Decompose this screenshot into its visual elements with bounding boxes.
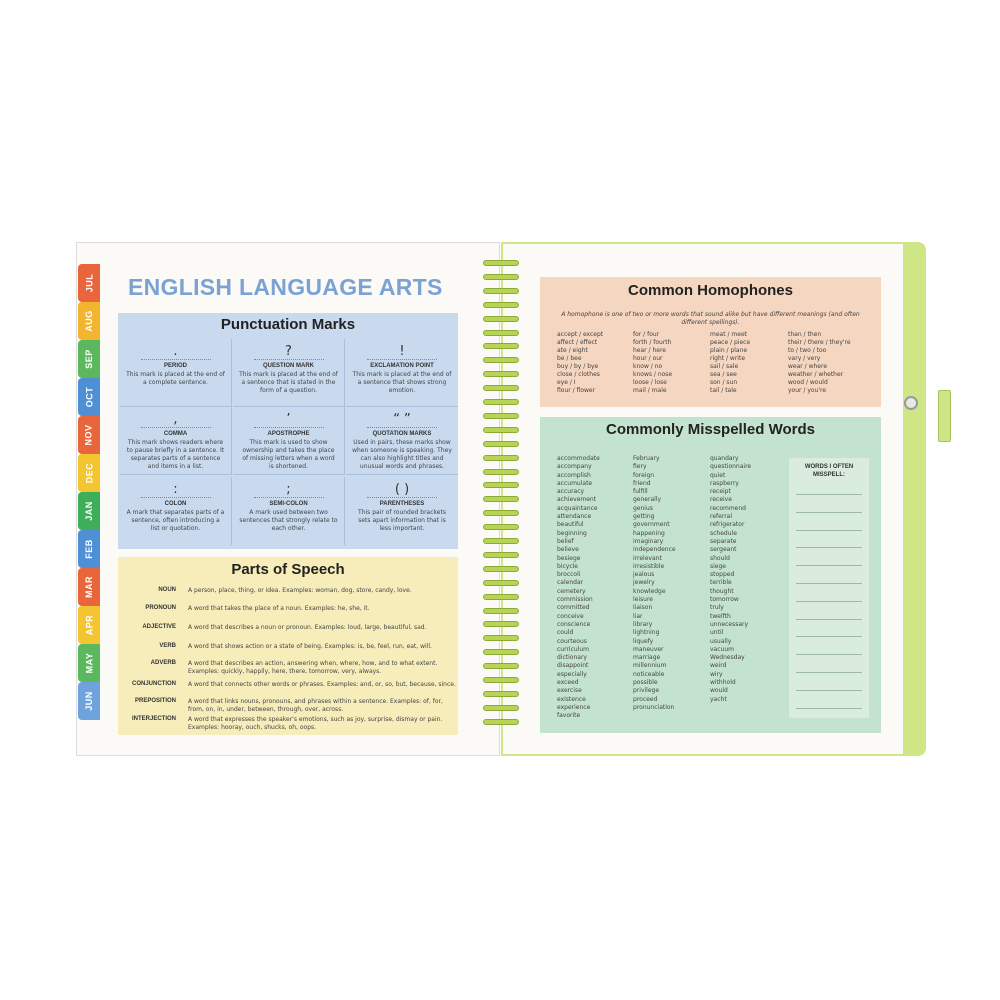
pos-definition: A word that takes the place of a noun. Examples: he, she, it. bbox=[188, 605, 370, 612]
punctuation-name: COLON bbox=[164, 501, 187, 507]
misspelled-word: broccoli bbox=[557, 571, 581, 579]
homophone-pair: forth / fourth bbox=[633, 339, 672, 346]
note-line[interactable] bbox=[796, 636, 862, 637]
pos-row bbox=[120, 587, 456, 605]
spiral-coil bbox=[483, 482, 519, 488]
misspelled-word: jealous bbox=[633, 571, 655, 579]
misspelled-word: accumulate bbox=[557, 479, 593, 487]
misspelled-word: sergeant bbox=[710, 546, 737, 554]
misspelled-word: curriculum bbox=[557, 645, 590, 653]
tab-may[interactable] bbox=[78, 644, 100, 682]
misspelled-word: unnecessary bbox=[710, 620, 749, 628]
punctuation-name: QUESTION MARK bbox=[263, 363, 314, 369]
punctuation-cell bbox=[233, 477, 345, 545]
misspelled-word: millennium bbox=[633, 662, 667, 670]
homophone-pair: wear / where bbox=[788, 363, 828, 370]
note-line[interactable] bbox=[796, 494, 862, 495]
misspelled-word: yacht bbox=[710, 695, 727, 703]
homophone-pair: than / then bbox=[788, 331, 822, 338]
misspelled-word: foreign bbox=[633, 471, 655, 479]
misspelled-word: terrible bbox=[710, 579, 732, 587]
misspelled-heading: Commonly Misspelled Words bbox=[606, 421, 815, 438]
spiral-coil bbox=[483, 330, 519, 336]
misspelled-word: lightning bbox=[633, 629, 660, 637]
pos-definition: A word that expresses the speaker's emotions, such as joy, surprise, dismay or pain. Examples: hooray, ouch, shucks, oh, oops. bbox=[188, 716, 443, 731]
misspelled-word: belief bbox=[557, 537, 574, 545]
punctuation-glyph: “ ” bbox=[393, 412, 411, 427]
misspelled-word: vacuum bbox=[710, 645, 734, 653]
misspelled-word: fiery bbox=[633, 463, 647, 471]
punctuation-glyph: ’ bbox=[286, 412, 291, 427]
homophone-pair: hour / our bbox=[633, 355, 663, 362]
spiral-coil bbox=[483, 580, 519, 586]
homophone-pair: right / write bbox=[710, 355, 746, 362]
punctuation-name: PARENTHESES bbox=[379, 501, 425, 507]
misspelled-word: fulfill bbox=[633, 488, 648, 496]
misspelled-column bbox=[710, 455, 784, 704]
tab-jan[interactable] bbox=[78, 492, 100, 530]
dotted-guide bbox=[254, 427, 324, 428]
homophone-pair: knows / nose bbox=[633, 371, 673, 378]
misspelled-word: dictionary bbox=[557, 654, 587, 662]
misspelled-word: conscience bbox=[557, 620, 591, 628]
pos-definition: A word that describes an action, answering when, where, how, and to what extent. Examples: quickly, happily, here, there, tomorrow, very, always. bbox=[188, 660, 438, 675]
misspelled-word: quiet bbox=[710, 471, 726, 479]
punctuation-cell bbox=[346, 407, 458, 475]
note-line[interactable] bbox=[796, 583, 862, 584]
misspelled-word: could bbox=[557, 629, 574, 637]
misspelled-column bbox=[557, 455, 631, 721]
tab-label: OCT bbox=[84, 386, 94, 408]
spiral-coil bbox=[483, 705, 519, 711]
tab-label: FEB bbox=[84, 539, 94, 559]
pos-definition: A word that connects other words or phrases. Examples: and, or, so, but, because, since. bbox=[188, 681, 456, 688]
misspelled-word: tomorrow bbox=[710, 596, 739, 604]
spiral-coil bbox=[483, 413, 519, 419]
spiral-coil bbox=[483, 552, 519, 558]
misspelled-word: accomplish bbox=[557, 471, 591, 479]
misspelled-word: independence bbox=[633, 546, 676, 554]
misspelled-word: cemetery bbox=[557, 587, 586, 595]
misspelled-word: believe bbox=[557, 546, 579, 554]
homophone-pair: wood / would bbox=[788, 379, 828, 386]
misspelled-word: liquefy bbox=[633, 637, 654, 645]
spiral-coil bbox=[483, 719, 519, 725]
punctuation-glyph: . bbox=[173, 344, 178, 359]
punctuation-glyph: , bbox=[173, 412, 178, 427]
misspelled-word: irresistible bbox=[633, 562, 665, 570]
punctuation-cell bbox=[120, 477, 232, 545]
punctuation-desc: This pair of rounded brackets sets apart information that is less important. bbox=[358, 509, 446, 532]
tab-label: NOV bbox=[83, 424, 94, 446]
misspelled-word: knowledge bbox=[633, 587, 666, 595]
misspelled-word: favorite bbox=[557, 712, 581, 720]
spiral-coil bbox=[483, 538, 519, 544]
tab-jul[interactable] bbox=[78, 264, 100, 302]
homophones-heading: Common Homophones bbox=[628, 282, 793, 299]
pos-term: NOUN bbox=[158, 587, 176, 593]
punctuation-desc: This mark is placed at the end of a complete sentence. bbox=[126, 371, 225, 386]
misspelled-word: pronunciation bbox=[633, 703, 675, 711]
spiral-coil bbox=[483, 316, 519, 322]
spiral-coil bbox=[483, 649, 519, 655]
homophone-pair: their / there / they're bbox=[788, 339, 851, 346]
misspelled-word: jewelry bbox=[633, 579, 655, 587]
misspelled-word: recommend bbox=[710, 504, 746, 512]
dotted-guide bbox=[141, 359, 211, 360]
misspelled-word: referral bbox=[710, 513, 733, 521]
misspelled-word: especially bbox=[557, 670, 587, 678]
homophone-pair: accept / except bbox=[557, 331, 604, 338]
punctuation-desc: This mark shows readers where to pause briefly in a sentence. It separates parts of a sentence and items in a list. bbox=[126, 439, 225, 470]
spiral-coil bbox=[483, 343, 519, 349]
homophone-pair: sea / see bbox=[710, 371, 737, 378]
tab-oct[interactable] bbox=[78, 378, 100, 416]
misspelled-word: imaginary bbox=[633, 537, 664, 545]
misspelled-word: commission bbox=[557, 596, 593, 604]
misspelled-word: would bbox=[710, 687, 728, 695]
tab-label: JUN bbox=[83, 691, 94, 711]
parts-of-speech-heading: Parts of Speech bbox=[231, 561, 345, 578]
note-line[interactable] bbox=[796, 530, 862, 531]
tab-label: JUL bbox=[83, 273, 94, 293]
tab-label: MAY bbox=[84, 652, 94, 674]
punctuation-cell bbox=[233, 339, 345, 407]
punctuation-glyph: ? bbox=[285, 344, 292, 359]
spiral-coil bbox=[483, 691, 519, 697]
pos-definition: A person, place, thing, or idea. Examples: woman, dog, store, candy, love. bbox=[188, 587, 412, 594]
homophone-pair: weather / whether bbox=[788, 371, 844, 378]
punctuation-cell bbox=[346, 477, 458, 545]
pos-row bbox=[120, 660, 456, 678]
spiral-coil bbox=[483, 608, 519, 614]
homophones-note: A homophone is one of two or more words that sound alike but have different meanings (and often different spellings). bbox=[561, 311, 860, 326]
pos-term: CONJUNCTION bbox=[131, 681, 176, 687]
misspelled-word: beautiful bbox=[557, 521, 584, 529]
pos-term: PRONOUN bbox=[145, 605, 176, 611]
note-line[interactable] bbox=[796, 708, 862, 709]
homophone-pair: eye / I bbox=[557, 379, 576, 386]
misspelled-word: refrigerator bbox=[710, 521, 745, 529]
misspelled-word: committed bbox=[557, 604, 590, 612]
tab-aug[interactable] bbox=[78, 302, 100, 340]
homophone-pair: sail / sale bbox=[710, 363, 739, 370]
punctuation-desc: A mark that separates parts of a sentence, often introducing a list or quotation. bbox=[126, 509, 225, 532]
pos-definition: A word that describes a noun or pronoun. Examples: loud, large, beautiful, sad. bbox=[188, 624, 427, 631]
pos-term: ADJECTIVE bbox=[142, 624, 176, 630]
spiral-coil bbox=[483, 441, 519, 447]
homophone-column bbox=[557, 331, 635, 395]
spiral-coil bbox=[483, 663, 519, 669]
note-line[interactable] bbox=[796, 672, 862, 673]
tab-feb[interactable] bbox=[78, 530, 100, 568]
punctuation-desc: This mark is placed at the end of a sentence that is stated in the form of a question. bbox=[239, 371, 338, 394]
dotted-guide bbox=[141, 427, 211, 428]
misspelled-word: experience bbox=[557, 703, 591, 711]
misspelled-word: courteous bbox=[557, 637, 587, 645]
misspelled-word: generally bbox=[633, 496, 662, 504]
misspelled-word: truly bbox=[710, 604, 724, 612]
homophone-column bbox=[633, 331, 711, 395]
spiral-coil bbox=[483, 594, 519, 600]
misspelled-word: schedule bbox=[710, 529, 737, 537]
misspelled-column bbox=[633, 455, 707, 712]
spiral-coil bbox=[483, 288, 519, 294]
misspelled-word: questionnaire bbox=[710, 463, 752, 471]
spiral-coil bbox=[483, 385, 519, 391]
homophone-pair: buy / by / bye bbox=[557, 363, 599, 370]
dotted-guide bbox=[254, 359, 324, 360]
misspelled-word: thought bbox=[710, 587, 734, 595]
misspelled-word: quandary bbox=[710, 455, 739, 462]
misspelled-word: besiege bbox=[557, 554, 581, 562]
homophone-pair: to / two / too bbox=[788, 347, 827, 354]
tab-label: APR bbox=[83, 614, 94, 636]
misspelled-word: receive bbox=[710, 496, 732, 504]
elastic-band bbox=[938, 390, 951, 442]
misspelled-word: disappoint bbox=[557, 662, 589, 670]
punctuation-glyph: ! bbox=[399, 344, 405, 359]
tab-label: JAN bbox=[83, 501, 94, 521]
misspelled-word: accuracy bbox=[557, 488, 585, 496]
tab-label: MAR bbox=[84, 576, 94, 598]
dotted-guide bbox=[367, 427, 437, 428]
spiral-coil bbox=[483, 469, 519, 475]
punctuation-desc: A mark used between two sentences that strongly relate to each other. bbox=[239, 509, 338, 532]
spiral-coil bbox=[483, 302, 519, 308]
tab-jun[interactable] bbox=[78, 682, 100, 720]
pos-row bbox=[120, 605, 456, 623]
misspelled-word: friend bbox=[633, 479, 651, 487]
spiral-coil bbox=[483, 510, 519, 516]
spiral-coil bbox=[483, 524, 519, 530]
tab-nov[interactable] bbox=[78, 416, 100, 454]
spiral-coil bbox=[483, 677, 519, 683]
pos-term: ADVERB bbox=[150, 660, 176, 666]
spiral-coil bbox=[483, 566, 519, 572]
pos-row bbox=[120, 716, 456, 734]
eyelet-icon bbox=[904, 396, 918, 410]
punctuation-name: PERIOD bbox=[163, 363, 187, 369]
homophone-pair: flour / flower bbox=[557, 387, 596, 394]
misspelled-word: withhold bbox=[710, 679, 736, 687]
homophone-pair: meat / meet bbox=[710, 331, 747, 338]
homophone-pair: vary / very bbox=[788, 355, 821, 362]
homophone-column bbox=[788, 331, 866, 395]
homophone-pair: affect / effect bbox=[557, 339, 598, 346]
pos-term: INTERJECTION bbox=[131, 716, 176, 722]
misspelled-word: bicycle bbox=[557, 562, 578, 570]
spiral-coil bbox=[483, 455, 519, 461]
homophone-pair: hear / here bbox=[633, 347, 666, 354]
misspelled-word: Wednesday bbox=[710, 654, 745, 662]
punctuation-desc: This mark is placed at the end of a sentence that shows strong emotion. bbox=[352, 371, 452, 394]
misspelled-word: acquaintance bbox=[557, 504, 598, 512]
misspelled-word: stopped bbox=[710, 571, 735, 579]
homophone-pair: know / no bbox=[633, 363, 663, 370]
spiral-coil bbox=[483, 274, 519, 280]
misspelled-word: separate bbox=[710, 537, 737, 545]
punctuation-cell bbox=[120, 339, 232, 407]
punctuation-cell bbox=[233, 407, 345, 475]
spiral-coil bbox=[483, 399, 519, 405]
misspelled-word: February bbox=[633, 455, 660, 462]
misspelled-word: accompany bbox=[557, 463, 592, 471]
homophone-pair: tail / tale bbox=[710, 387, 737, 394]
misspelled-word: exceed bbox=[557, 679, 579, 687]
note-line[interactable] bbox=[796, 512, 862, 513]
misspelled-word: should bbox=[710, 554, 730, 562]
punctuation-desc: Used in pairs, these marks show when someone is speaking. They can also highlight titles and unusual words and phrases. bbox=[352, 439, 452, 470]
misspelled-word: maneuver bbox=[633, 645, 664, 653]
misspelled-word: noticeable bbox=[633, 670, 665, 678]
misspelled-word: weird bbox=[710, 662, 727, 670]
misspelled-word: genius bbox=[633, 504, 653, 512]
punctuation-name: EXCLAMATION POINT bbox=[370, 363, 434, 369]
punctuation-name: QUOTATION MARKS bbox=[372, 431, 432, 437]
misspelled-word: raspberry bbox=[710, 479, 739, 487]
tab-sep[interactable] bbox=[78, 340, 100, 378]
note-line[interactable] bbox=[796, 690, 862, 691]
homophone-pair: for / four bbox=[633, 331, 660, 338]
homophone-pair: son / sun bbox=[710, 379, 738, 386]
misspelled-word: calendar bbox=[557, 579, 584, 587]
misspelled-word: usually bbox=[710, 637, 732, 645]
misspelled-word: leisure bbox=[633, 596, 653, 604]
note-line[interactable] bbox=[796, 601, 862, 602]
pos-term: PREPOSITION bbox=[134, 698, 176, 704]
misspelled-word: siege bbox=[710, 562, 726, 570]
spiral-coil bbox=[483, 357, 519, 363]
pos-definition: A word that links nouns, pronouns, and phrases within a sentence. Examples: of, for, from, on, in, under, between, through, over, across. bbox=[188, 698, 443, 713]
pos-row bbox=[120, 624, 456, 642]
punctuation-glyph: ( ) bbox=[394, 482, 410, 497]
notes-label: WORDS I OFTEN MISSPELL: bbox=[804, 464, 854, 478]
dotted-guide bbox=[367, 497, 437, 498]
punctuation-name: SEMI-COLON bbox=[269, 501, 308, 507]
punctuation-heading: Punctuation Marks bbox=[220, 316, 356, 333]
punctuation-glyph: : bbox=[173, 482, 178, 497]
misspelled-word: wiry bbox=[710, 670, 723, 678]
homophone-pair: be / bee bbox=[557, 355, 582, 362]
page-title: ENGLISH LANGUAGE ARTS bbox=[128, 274, 443, 300]
misspelled-word: achievement bbox=[557, 496, 597, 504]
tab-apr[interactable] bbox=[78, 606, 100, 644]
misspelled-word: exercise bbox=[557, 687, 582, 695]
homophone-pair: your / you're bbox=[788, 387, 827, 394]
homophone-pair: loose / lose bbox=[633, 379, 667, 386]
spiral-coil bbox=[483, 260, 519, 266]
spiral-coil bbox=[483, 371, 519, 377]
note-line[interactable] bbox=[796, 619, 862, 620]
note-line[interactable] bbox=[796, 547, 862, 548]
spiral-coil bbox=[483, 427, 519, 433]
misspelled-word: liar bbox=[633, 612, 643, 620]
misspelled-word: twelfth bbox=[710, 612, 731, 620]
punctuation-name: APOSTROPHE bbox=[267, 431, 310, 437]
pos-term: VERB bbox=[159, 643, 176, 649]
misspelled-word: until bbox=[710, 629, 724, 637]
misspelled-word: attendance bbox=[557, 513, 592, 521]
spiral-coil bbox=[483, 621, 519, 627]
punctuation-name: COMMA bbox=[163, 431, 188, 437]
misspelled-word: marriage bbox=[633, 654, 661, 662]
misspelled-word: beginning bbox=[557, 529, 587, 537]
misspelled-word: conceive bbox=[557, 612, 584, 620]
misspelled-word: happening bbox=[633, 529, 665, 537]
punctuation-glyph: ; bbox=[286, 482, 291, 497]
tab-mar[interactable] bbox=[78, 568, 100, 606]
homophone-pair: mail / male bbox=[633, 387, 667, 394]
punctuation-cell bbox=[120, 407, 232, 475]
misspelled-word: possible bbox=[633, 679, 658, 687]
homophone-pair: close / clothes bbox=[557, 371, 600, 378]
pos-row bbox=[120, 643, 456, 661]
homophone-column bbox=[710, 331, 788, 395]
tab-label: AUG bbox=[84, 310, 94, 332]
misspelled-word: government bbox=[633, 521, 670, 529]
misspelled-word: library bbox=[633, 620, 653, 628]
misspelled-word: liaison bbox=[633, 604, 653, 612]
dotted-guide bbox=[254, 497, 324, 498]
pos-row bbox=[120, 681, 456, 699]
misspelled-word: irrelevant bbox=[633, 554, 662, 562]
misspelled-word: receipt bbox=[710, 488, 731, 496]
misspelled-word: proceed bbox=[633, 695, 658, 703]
tab-label: DEC bbox=[83, 462, 94, 484]
homophone-pair: peace / piece bbox=[710, 339, 751, 346]
punctuation-cell bbox=[346, 339, 458, 407]
punctuation-desc: This mark is used to show ownership and takes the place of missing letters when a word is shortened. bbox=[242, 439, 335, 470]
tab-dec[interactable] bbox=[78, 454, 100, 492]
tab-label: SEP bbox=[83, 349, 94, 369]
dotted-guide bbox=[367, 359, 437, 360]
notes-box bbox=[789, 458, 869, 718]
spiral-coil bbox=[483, 496, 519, 502]
spiral-coil bbox=[483, 635, 519, 641]
note-line[interactable] bbox=[796, 565, 862, 566]
pos-definition: A word that shows action or a state of being. Examples: is, be, feel, run, eat, will. bbox=[188, 643, 432, 650]
homophone-pair: plain / plane bbox=[710, 347, 748, 354]
misspelled-word: privilege bbox=[633, 687, 660, 695]
dotted-guide bbox=[141, 497, 211, 498]
note-line[interactable] bbox=[796, 654, 862, 655]
misspelled-word: getting bbox=[633, 513, 655, 521]
misspelled-word: accommodate bbox=[557, 455, 600, 462]
pos-row bbox=[120, 698, 456, 716]
misspelled-word: existence bbox=[557, 695, 586, 703]
homophone-pair: ate / eight bbox=[557, 347, 588, 354]
